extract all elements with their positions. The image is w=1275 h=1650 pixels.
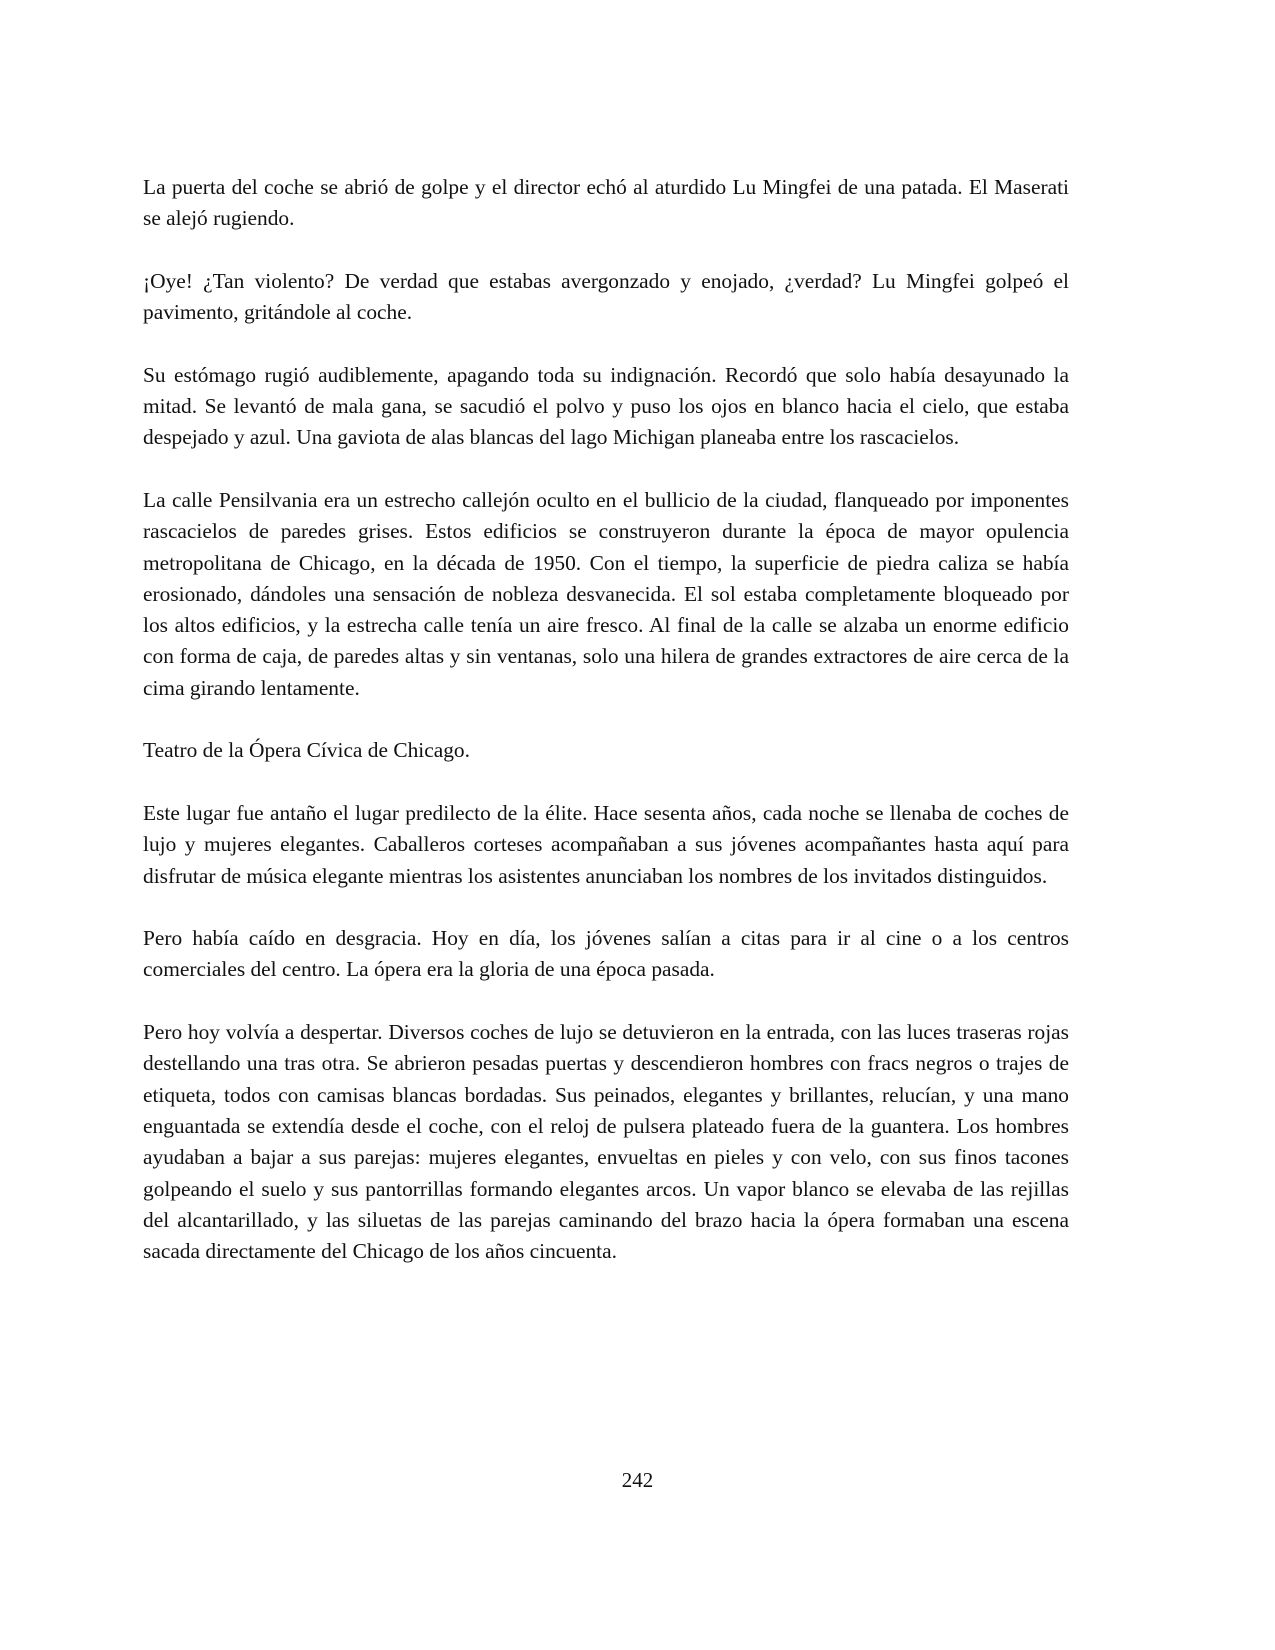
paragraph: Pero había caído en desgracia. Hoy en día, los jóvenes salían a citas para ir al cine o a los centros comerciales del centro. La ópera era la gloria de una época pasada. <box>143 926 1069 982</box>
page-body <box>143 172 1069 1299</box>
paragraph: La calle Pensilvania era un estrecho callejón oculto en el bullicio de la ciudad, flanqueado por imponentes rascacielos de paredes grises. Estos edificios se construyeron durante la época de mayor opulencia metropolitana de Chicago, en la década de 1950. Con el tiempo, la superficie de piedra caliza se había erosionado, dándoles una sensación de nobleza desvanecida. El sol estaba completamente bloqueado por los altos edificios, y la estrecha calle tenía un aire fresco. Al final de la calle se alzaba un enorme edificio con forma de caja, de paredes altas y sin ventanas, solo una hilera de grandes extractores de aire cerca de la cima girando lentamente. <box>143 487 1069 700</box>
paragraph: ¡Oye! ¿Tan violento? De verdad que estabas avergonzado y enojado, ¿verdad? Lu Mingfei golpeó el pavimento, gritándole al coche. <box>143 268 1069 325</box>
page-number: 242 <box>621 1468 654 1492</box>
paragraph: Pero hoy volvía a despertar. Diversos coches de lujo se detuvieron en la entrada, con las luces traseras rojas destellando una tras otra. Se abrieron pesadas puertas y descendieron hombres con fracs negros o trajes de etiqueta, todos con camisas blancas bordadas. Sus peinados, elegantes y brillantes, relucían, y una mano enguantada se extendía desde el coche, con el reloj de pulsera plateado fuera de la guantera. Los hombres ayudaban a bajar a sus parejas: mujeres elegantes, envueltas en pieles y con velo, con sus finos tacones golpeando el suelo y sus pantorrillas formando elegantes arcos. Un vapor blanco se elevaba de las rejillas del alcantarillado, y las siluetas de las parejas caminando del brazo hacia la ópera formaban una escena sacada directamente del Chicago de los años cincuenta. <box>143 1020 1069 1264</box>
paragraph: La puerta del coche se abrió de golpe y el director echó al aturdido Lu Mingfei de una patada. El Maserati se alejó rugiendo. <box>143 175 1069 231</box>
paragraph: Este lugar fue antaño el lugar predilecto de la élite. Hace sesenta años, cada noche se llenaba de coches de lujo y mujeres elegantes. Caballeros corteses acompañaban a sus jóvenes acompañantes hasta aquí para disfrutar de música elegante mientras los asistentes anunciaban los nombres de los invitados distinguidos. <box>143 800 1069 888</box>
paragraph: Teatro de la Ópera Cívica de Chicago. <box>143 738 470 763</box>
paragraph: Su estómago rugió audiblemente, apagando toda su indignación. Recordó que solo había desayunado la mitad. Se levantó de mala gana, se sacudió el polvo y puso los ojos en blanco hacia el cielo, que estaba despejado y azul. Una gaviota de alas blancas del lago Michigan planeaba entre los rascacielos. <box>143 362 1069 450</box>
